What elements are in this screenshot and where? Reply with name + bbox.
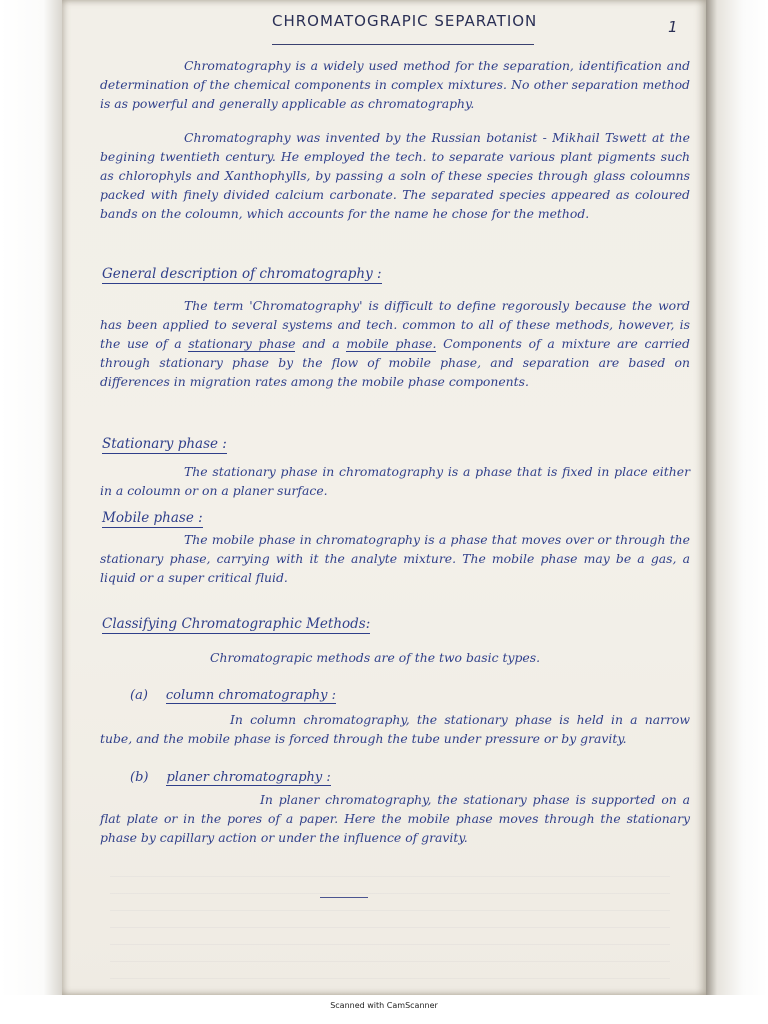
method-b-paragraph — [100, 790, 690, 847]
mobile-paragraph — [100, 530, 690, 587]
method-b-text: In planer chromatography, the stationary phase is supported on a flat plate or in the pores of a paper. Here the mobile phase moves through the stationary phase by capillary action or under the influence of gravity. — [100, 792, 690, 845]
mobile-phase-term: mobile phase. — [346, 336, 437, 351]
scan-margin-right — [706, 0, 768, 995]
general-heading: General description of chromatography : — [102, 266, 382, 282]
general-and: and a — [302, 336, 340, 351]
method-a-title: column chromatography : — [165, 688, 337, 703]
history-paragraph — [100, 128, 690, 223]
classifying-intro — [100, 648, 690, 667]
classifying-heading: Classifying Chromatographic Methods: — [102, 616, 371, 632]
scanner-watermark: Scanned with CamScanner — [330, 1001, 438, 1010]
general-text-after: Components of a mixture are carried through stationary phase by the flow of mobile phase, and separation are based on differences in migration rates among the mobile phase components. — [100, 336, 690, 389]
end-stroke — [320, 897, 368, 898]
method-b-title: planer chromatography : — [166, 770, 331, 785]
page-number: 1 — [668, 18, 678, 36]
stationary-paragraph — [100, 462, 690, 500]
page-title: CHROMATOGRAPIC SEPARATION — [272, 12, 534, 45]
intro-text: Chromatography is a widely used method for the separation, identification and determination of the chemical components in complex mixtures. No other separation method is as powerful and generally applicable as chromatography. — [100, 58, 690, 111]
method-a-heading — [130, 688, 336, 703]
history-text: Chromatography was invented by the Russian botanist - Mikhail Tswett at the begining twentieth century. He employed the tech. to separate various plant pigments such as chlorophyls and Xanthophylls, by passing a soln of these species through glass coloumns packed with finely divided calcium carbonate. The separated species appeared as coloured bands on the coloumn, which accounts for the name he chose for the method. — [100, 130, 690, 221]
intro-paragraph — [100, 56, 690, 113]
mobile-heading: Mobile phase : — [102, 510, 203, 526]
method-a-text: In column chromatography, the stationary phase is held in a narrow tube, and the mobile phase is forced through the tube under pressure or by gravity. — [100, 712, 690, 746]
stationary-phase-term: stationary phase — [188, 336, 296, 351]
general-paragraph — [100, 296, 690, 391]
scan-margin-left — [0, 0, 62, 995]
stationary-heading: Stationary phase : — [102, 436, 227, 452]
classifying-intro-text: Chromatograpic methods are of the two basic types. — [210, 650, 541, 665]
bleed-through-texture — [110, 860, 670, 980]
stationary-text: The stationary phase in chromatography is a phase that is fixed in place either in a coloumn or on a planer surface. — [100, 464, 690, 498]
method-a-paragraph — [100, 710, 690, 748]
method-a-marker: (a) — [130, 688, 148, 703]
method-b-marker: (b) — [130, 770, 149, 785]
method-b-heading — [130, 770, 331, 785]
mobile-text: The mobile phase in chromatography is a phase that moves over or through the stationary phase, carrying with it the analyte mixture. The mobile phase may be a gas, a liquid or a super critical fluid. — [100, 532, 690, 585]
general-text-before: The term 'Chromatography' is difficult to define regorously because the word has been applied to several systems and tech. common to all of these methods, however, is the use of a — [100, 298, 690, 351]
